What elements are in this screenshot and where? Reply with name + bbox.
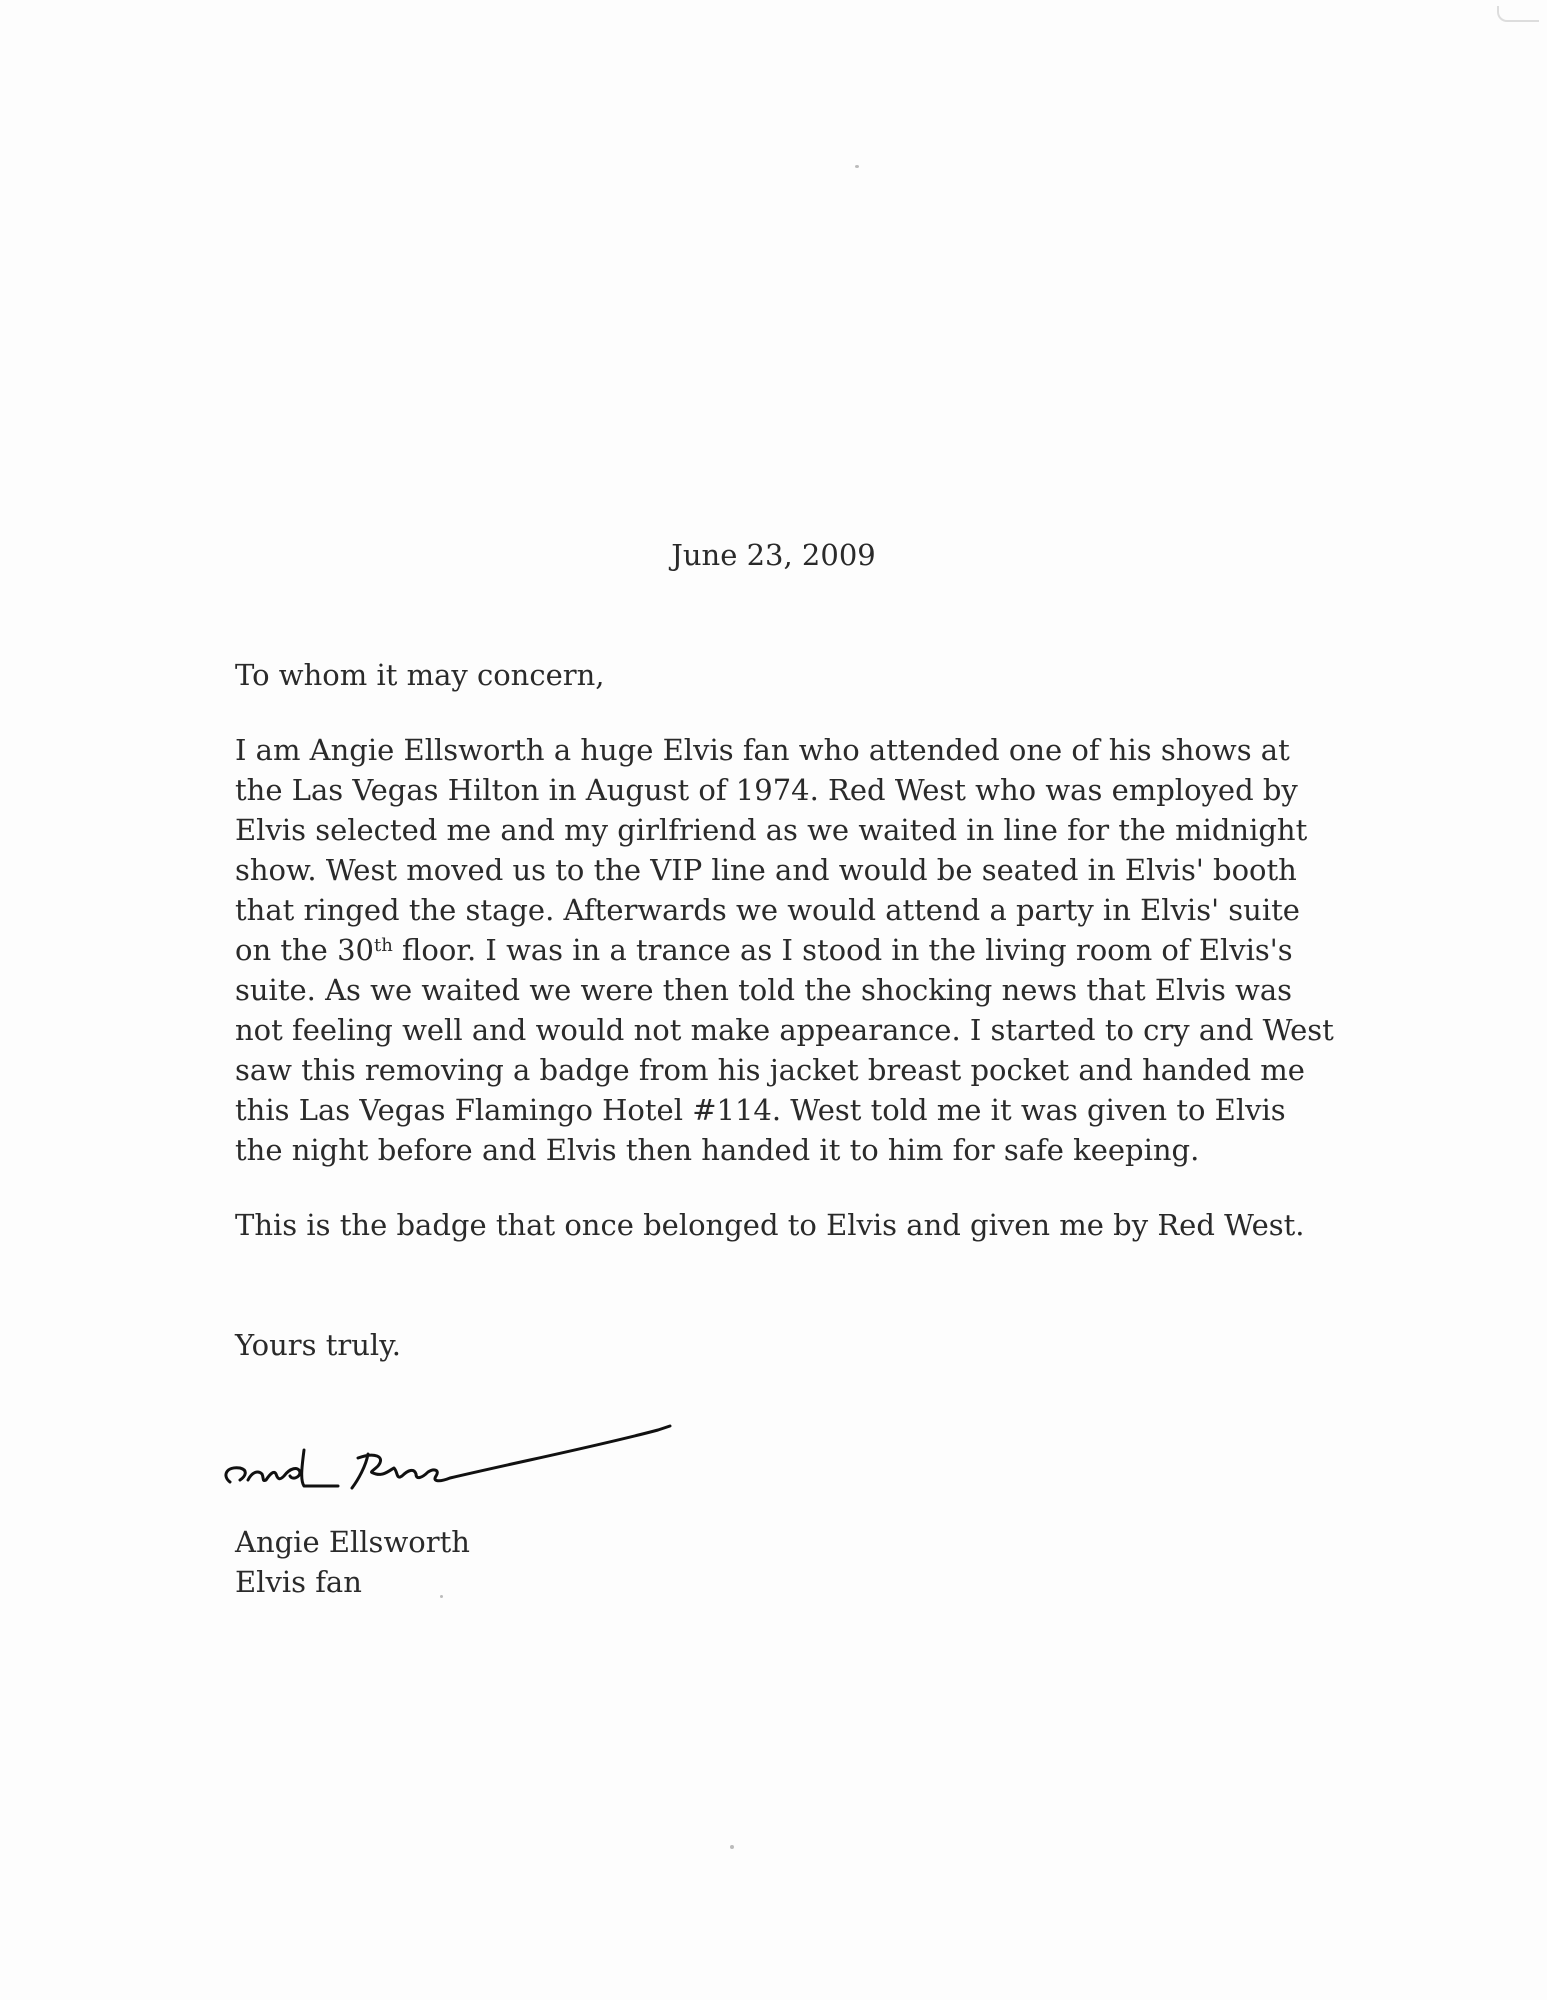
signer-name: Angie Ellsworth [235, 1525, 470, 1559]
body-line: I am Angie Ellsworth a huge Elvis fan who attended one of his shows at [235, 733, 1290, 767]
body-line: this Las Vegas Flamingo Hotel #114. West told me it was given to Elvis [235, 1093, 1286, 1127]
body-line: saw this removing a badge from his jacket breast pocket and handed me [235, 1053, 1305, 1087]
body-line: the Las Vegas Hilton in August of 1974. Red West who was employed by [235, 773, 1298, 807]
salutation: To whom it may concern, [235, 658, 605, 692]
body-line-part: floor. I was in a trance as I stood in the living room of Elvis's [392, 933, 1293, 967]
scan-corner-mark [1497, 6, 1539, 22]
scan-speck [855, 165, 859, 168]
body-line: suite. As we waited we were then told the shocking news that Elvis was [235, 973, 1293, 1007]
closing: Yours truly. [235, 1328, 401, 1362]
body-paragraph [235, 730, 1355, 1170]
scan-speck [440, 1595, 443, 1598]
body-line: the night before and Elvis then handed it to him for safe keeping. [235, 1133, 1200, 1167]
signer-title: Elvis fan [235, 1565, 362, 1599]
ordinal-suffix: th [373, 935, 393, 956]
body-line: not feeling well and would not make appearance. I started to cry and West [235, 1013, 1334, 1047]
scan-speck [730, 1845, 734, 1849]
body-line: show. West moved us to the VIP line and would be seated in Elvis' booth [235, 853, 1297, 887]
second-paragraph: This is the badge that once belonged to Elvis and given me by Red West. [235, 1208, 1305, 1242]
letter-date: June 23, 2009 [671, 538, 876, 572]
body-line-floor [235, 930, 1355, 970]
body-line-part: on the 30 [235, 933, 374, 967]
body-line: Elvis selected me and my girlfriend as we waited in line for the midnight [235, 813, 1308, 847]
handwritten-signature [218, 1410, 698, 1510]
body-line: that ringed the stage. Afterwards we would attend a party in Elvis' suite [235, 893, 1300, 927]
